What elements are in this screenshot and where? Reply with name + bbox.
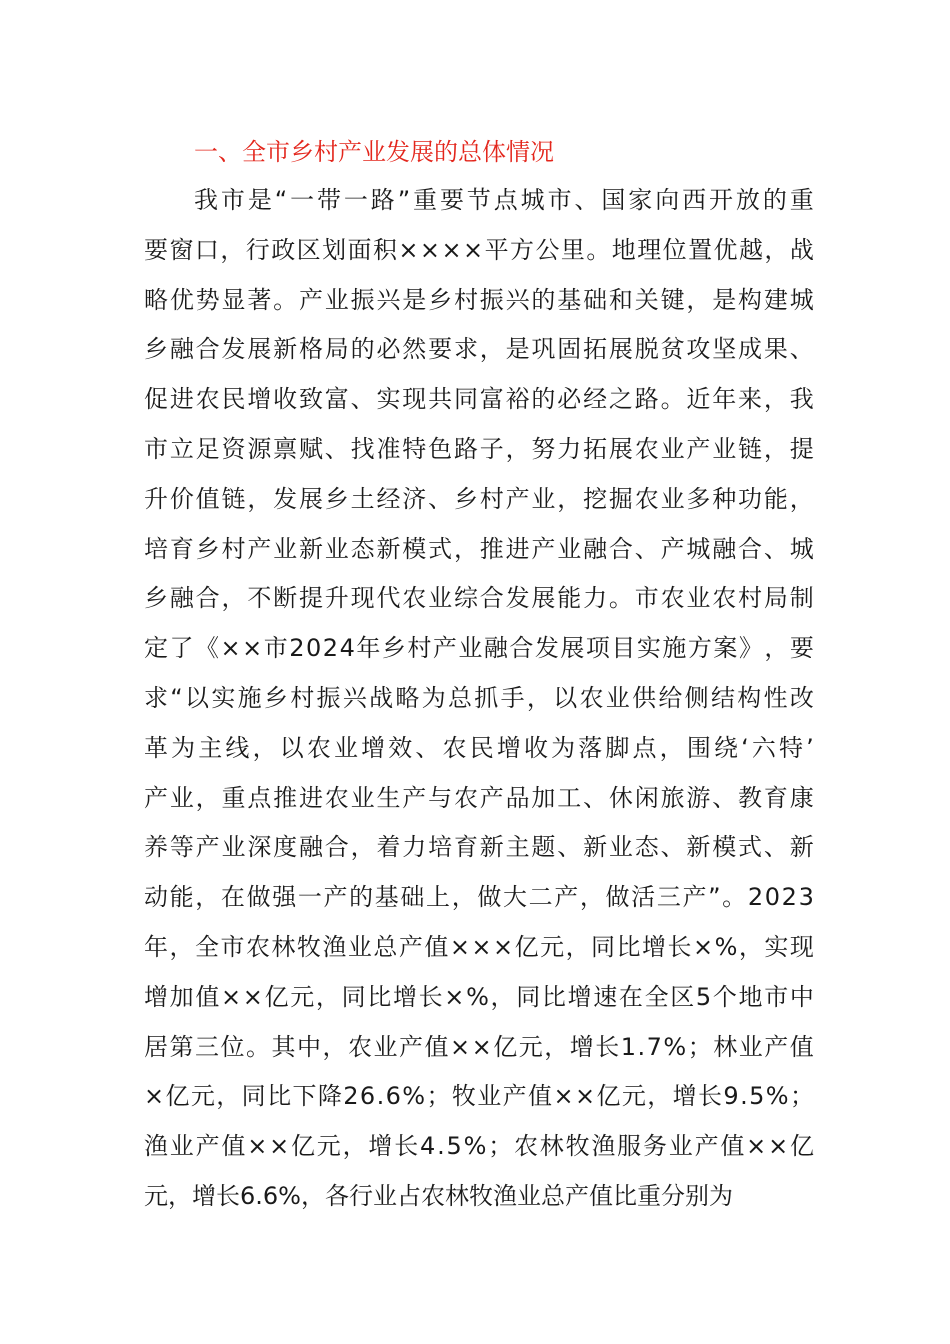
section-heading: 一、全市乡村产业发展的总体情况 bbox=[194, 138, 554, 166]
paragraph-line: 升 价 值 链 ， 发 展 乡 土 经 济 、 乡 村 产 业 ， 挖 掘 农 业 多 种 功 能 ， bbox=[144, 484, 814, 513]
paragraph-line: 革 为 主 线 ， 以 农 业 增 效 、 农 民 增 收 为 落 脚 点 ， 围 绕 ‘ 六 特 ’ bbox=[144, 733, 814, 762]
paragraph-line: 动 能 ， 在 做 强 一 产 的 基 础 上 ， 做 大 二 产 ， 做 活 三 产 ” 。 2 0 2 3 bbox=[144, 883, 814, 912]
paragraph-line: 年 ， 全 市 农 林 牧 渔 业 总 产 值 × × × 亿 元 ， 同 比 增 长 × % ， 实 现 bbox=[144, 932, 814, 961]
paragraph-line: 产 业 ， 重 点 推 进 农 业 生 产 与 农 产 品 加 工 、 休 闲 旅 游 、 教 育 康 bbox=[144, 783, 814, 812]
paragraph-line: × 亿 元 ， 同 比 下 降 2 6 . 6 % ； 牧 业 产 值 × × 亿 元 ， 增 长 9 . 5 % ； bbox=[144, 1082, 814, 1111]
paragraph-line: 增 加 值 × × 亿 元 ， 同 比 增 长 × % ， 同 比 增 速 在 全 区 5 个 地 市 中 bbox=[144, 982, 814, 1011]
paragraph-line: 定 了 《 × × 市 2 0 2 4 年 乡 村 产 业 融 合 发 展 项 目 实 施 方 案 》 ， 要 bbox=[144, 634, 814, 663]
paragraph-line: 元，增长6.6%，各行业占农林牧渔业总产值比重分别为 bbox=[144, 1181, 733, 1210]
paragraph-line: 乡 融 合 ， 不 断 提 升 现 代 农 业 综 合 发 展 能 力 。 市 农 业 农 村 局 制 bbox=[144, 584, 814, 613]
paragraph-body bbox=[144, 176, 814, 1222]
paragraph-line: 居 第 三 位 。 其 中 ， 农 业 产 值 × × 亿 元 ， 增 长 1 . 7 % ； 林 业 产 值 bbox=[144, 1032, 814, 1061]
paragraph-line: 促 进 农 民 增 收 致 富 、 实 现 共 同 富 裕 的 必 经 之 路 。 近 年 来 ， 我 bbox=[144, 385, 814, 414]
paragraph-line: 乡 融 合 发 展 新 格 局 的 必 然 要 求 ， 是 巩 固 拓 展 脱 贫 攻 坚 成 果 、 bbox=[144, 335, 814, 364]
paragraph-line: 我 市 是 “ 一 带 一 路 ” 重 要 节 点 城 市 、 国 家 向 西 开 放 的 重 bbox=[194, 186, 814, 214]
paragraph-line: 略 优 势 显 著 。 产 业 振 兴 是 乡 村 振 兴 的 基 础 和 关 键 ， 是 构 建 城 bbox=[144, 285, 814, 314]
paragraph-line: 培 育 乡 村 产 业 新 业 态 新 模 式 ， 推 进 产 业 融 合 、 产 城 融 合 、 城 bbox=[144, 534, 814, 563]
paragraph-line: 市 立 足 资 源 禀 赋 、 找 准 特 色 路 子 ， 努 力 拓 展 农 业 产 业 链 ， 提 bbox=[144, 434, 814, 463]
paragraph-line: 要 窗 口 ， 行 政 区 划 面 积 × × × × 平 方 公 里 。 地 理 位 置 优 越 ， 战 bbox=[144, 235, 814, 264]
paragraph-line: 渔 业 产 值 × × 亿 元 ， 增 长 4 . 5 % ； 农 林 牧 渔 服 务 业 产 值 × × 亿 bbox=[144, 1132, 814, 1161]
paragraph-line: 求 “ 以 实 施 乡 村 振 兴 战 略 为 总 抓 手 ， 以 农 业 供 给 侧 结 构 性 改 bbox=[144, 683, 814, 712]
paragraph-line: 养 等 产 业 深 度 融 合 ， 着 力 培 育 新 主 题 、 新 业 态 、 新 模 式 、 新 bbox=[144, 833, 814, 862]
